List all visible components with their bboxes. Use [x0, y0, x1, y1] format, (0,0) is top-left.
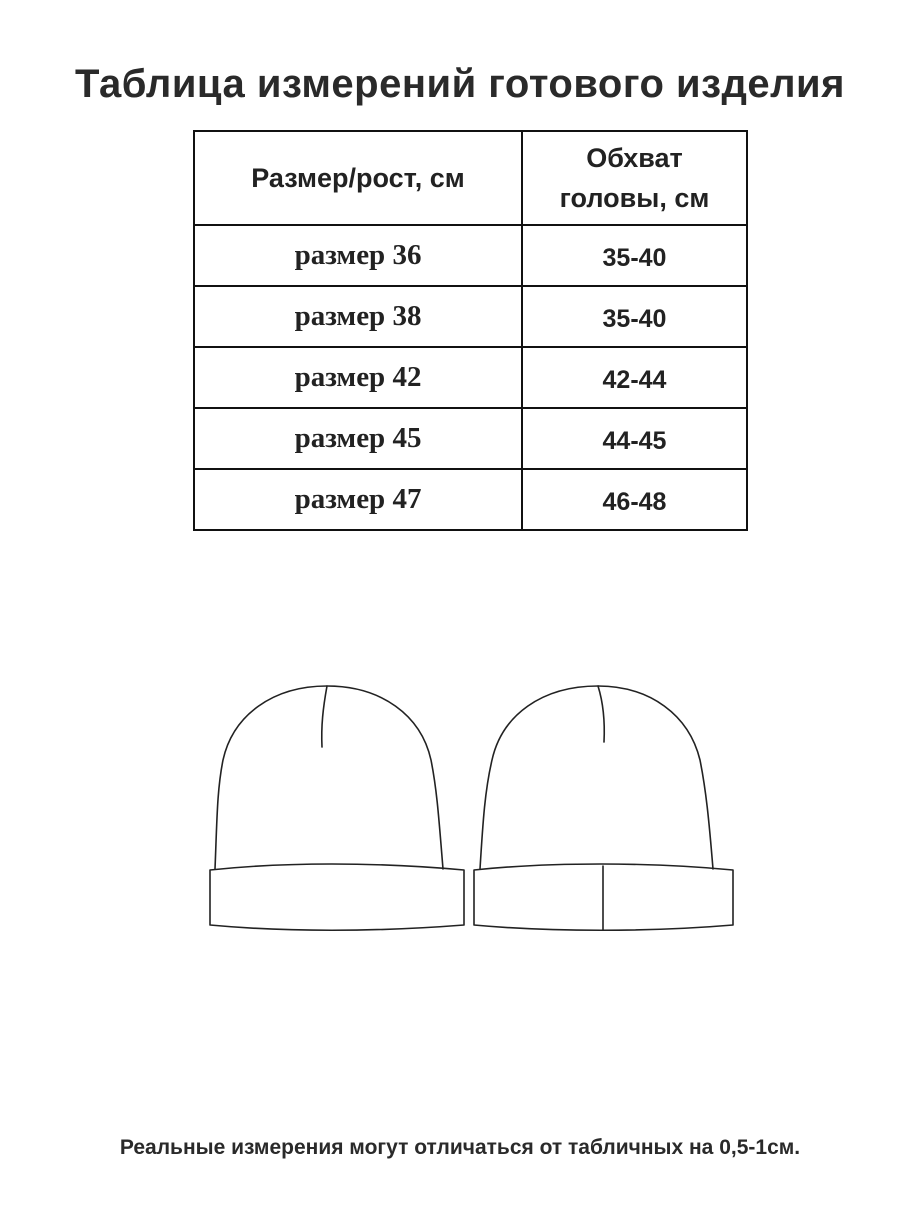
table-row — [194, 225, 747, 286]
table-row — [194, 347, 747, 408]
girth-cell: 35-40 — [522, 225, 747, 286]
table-row — [194, 469, 747, 530]
disclaimer-note: Реальные измерения могут отличаться от табличных на 0,5-1см. — [119, 1136, 801, 1159]
table-row — [194, 286, 747, 347]
size-cell: размер 42 — [194, 347, 522, 408]
size-cell: размер 38 — [194, 286, 522, 347]
girth-cell: 46-48 — [522, 469, 747, 530]
girth-cell: 35-40 — [522, 286, 747, 347]
size-table — [193, 130, 748, 531]
table-header-row — [194, 131, 747, 225]
size-cell: размер 45 — [194, 408, 522, 469]
column-header-head-girth: Обхват головы, см — [522, 131, 747, 225]
girth-cell: 42-44 — [522, 347, 747, 408]
size-cell: размер 36 — [194, 225, 522, 286]
size-cell: размер 47 — [194, 469, 522, 530]
beanie-hat-icon — [195, 670, 745, 940]
column-header-size: Размер/рост, см — [194, 131, 522, 225]
page-title: Таблица измерений готового изделия — [75, 62, 845, 106]
hat-front-view-icon — [210, 686, 464, 930]
girth-cell: 44-45 — [522, 408, 747, 469]
hat-back-view-icon — [474, 686, 733, 930]
table-row — [194, 408, 747, 469]
